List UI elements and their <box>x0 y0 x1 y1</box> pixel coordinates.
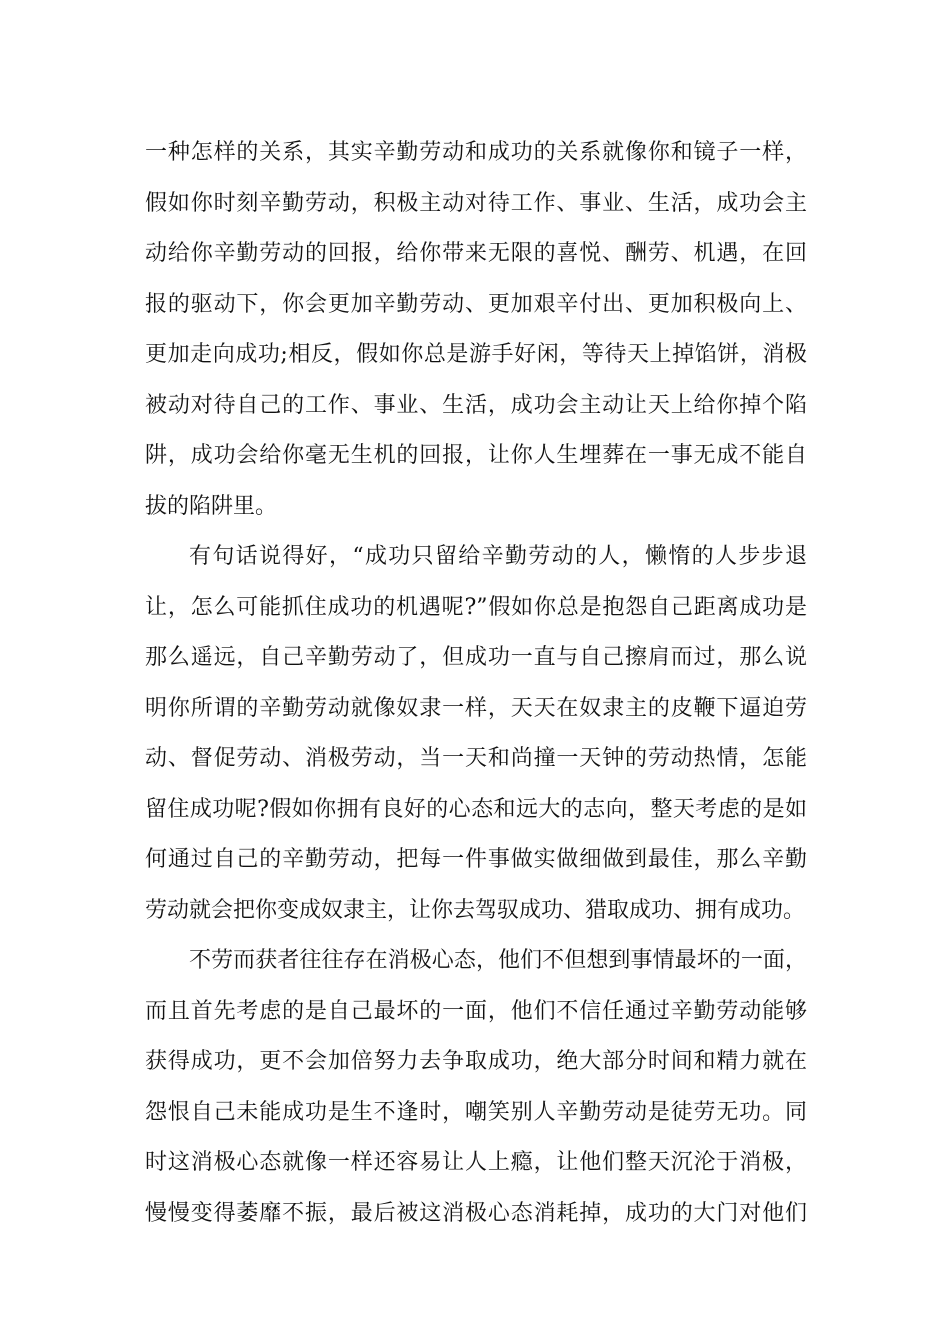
paragraph-1-line-6: 被动对待自己的工作、事业、生活，成功会主动让天上给你掉个陷 <box>145 392 807 418</box>
paragraph-3-line-6: 慢慢变得萎靡不振，最后被这消极心态消耗掉，成功的大门对他们 <box>145 1200 807 1226</box>
paragraph-2-line-6: 留住成功呢?假如你拥有良好的心态和远大的志向，整天考虑的是如 <box>145 796 807 822</box>
paragraph-1-line-2: 假如你时刻辛勤劳动，积极主动对待工作、事业、生活，成功会主 <box>145 190 807 216</box>
paragraph-3-line-1: 不劳而获者往往存在消极心态，他们不但想到事情最坏的一面， <box>189 948 807 973</box>
paragraph-2-line-2: 让，怎么可能抓住成功的机遇呢?”假如你总是抱怨自己距离成功是 <box>145 594 807 620</box>
paragraph-1-line-7: 阱，成功会给你毫无生机的回报，让你人生埋葬在一事无成不能自 <box>145 443 807 468</box>
paragraph-1-line-4: 报的驱动下，你会更加辛勤劳动、更加艰辛付出、更加积极向上、 <box>145 291 807 317</box>
paragraph-2-line-8: 劳动就会把你变成奴隶主，让你去驾驭成功、猎取成功、拥有成功。 <box>145 897 806 923</box>
paragraph-2-line-7: 何通过自己的辛勤劳动，把每一件事做实做细做到最佳，那么辛勤 <box>145 847 807 872</box>
paragraph-3-line-3: 获得成功，更不会加倍努力去争取成功，绝大部分时间和精力就在 <box>145 1049 807 1074</box>
paragraph-1-line-5: 更加走向成功;相反，假如你总是游手好闲，等待天上掉馅饼，消极 <box>145 342 807 367</box>
document-body <box>145 128 807 1239</box>
paragraph-1-line-1: 一种怎样的关系，其实辛勤劳动和成功的关系就像你和镜子一样， <box>145 140 807 165</box>
paragraph-1-line-8: 拔的陷阱里。 <box>145 493 278 519</box>
paragraph-2-line-4: 明你所谓的辛勤劳动就像奴隶一样，天天在奴隶主的皮鞭下逼迫劳 <box>145 695 807 721</box>
paragraph-3-line-4: 怨恨自己未能成功是生不逢时，嘲笑别人辛勤劳动是徒劳无功。同 <box>145 1099 807 1125</box>
paragraph-2-line-5: 动、督促劳动、消极劳动，当一天和尚撞一天钟的劳动热情，怎能 <box>145 746 807 771</box>
paragraph-1-line-3: 动给你辛勤劳动的回报，给你带来无限的喜悦、酬劳、机遇，在回 <box>145 241 807 266</box>
paragraph-3-line-5: 时这消极心态就像一样还容易让人上瘾，让他们整天沉沦于消极， <box>145 1150 807 1175</box>
paragraph-3-line-2: 而且首先考虑的是自己最坏的一面，他们不信任通过辛勤劳动能够 <box>145 998 807 1024</box>
paragraph-2-line-3: 那么遥远，自己辛勤劳动了，但成功一直与自己擦肩而过，那么说 <box>145 645 807 670</box>
paragraph-2-line-1: 有句话说得好，“成功只留给辛勤劳动的人，懒惰的人步步退 <box>189 544 807 569</box>
